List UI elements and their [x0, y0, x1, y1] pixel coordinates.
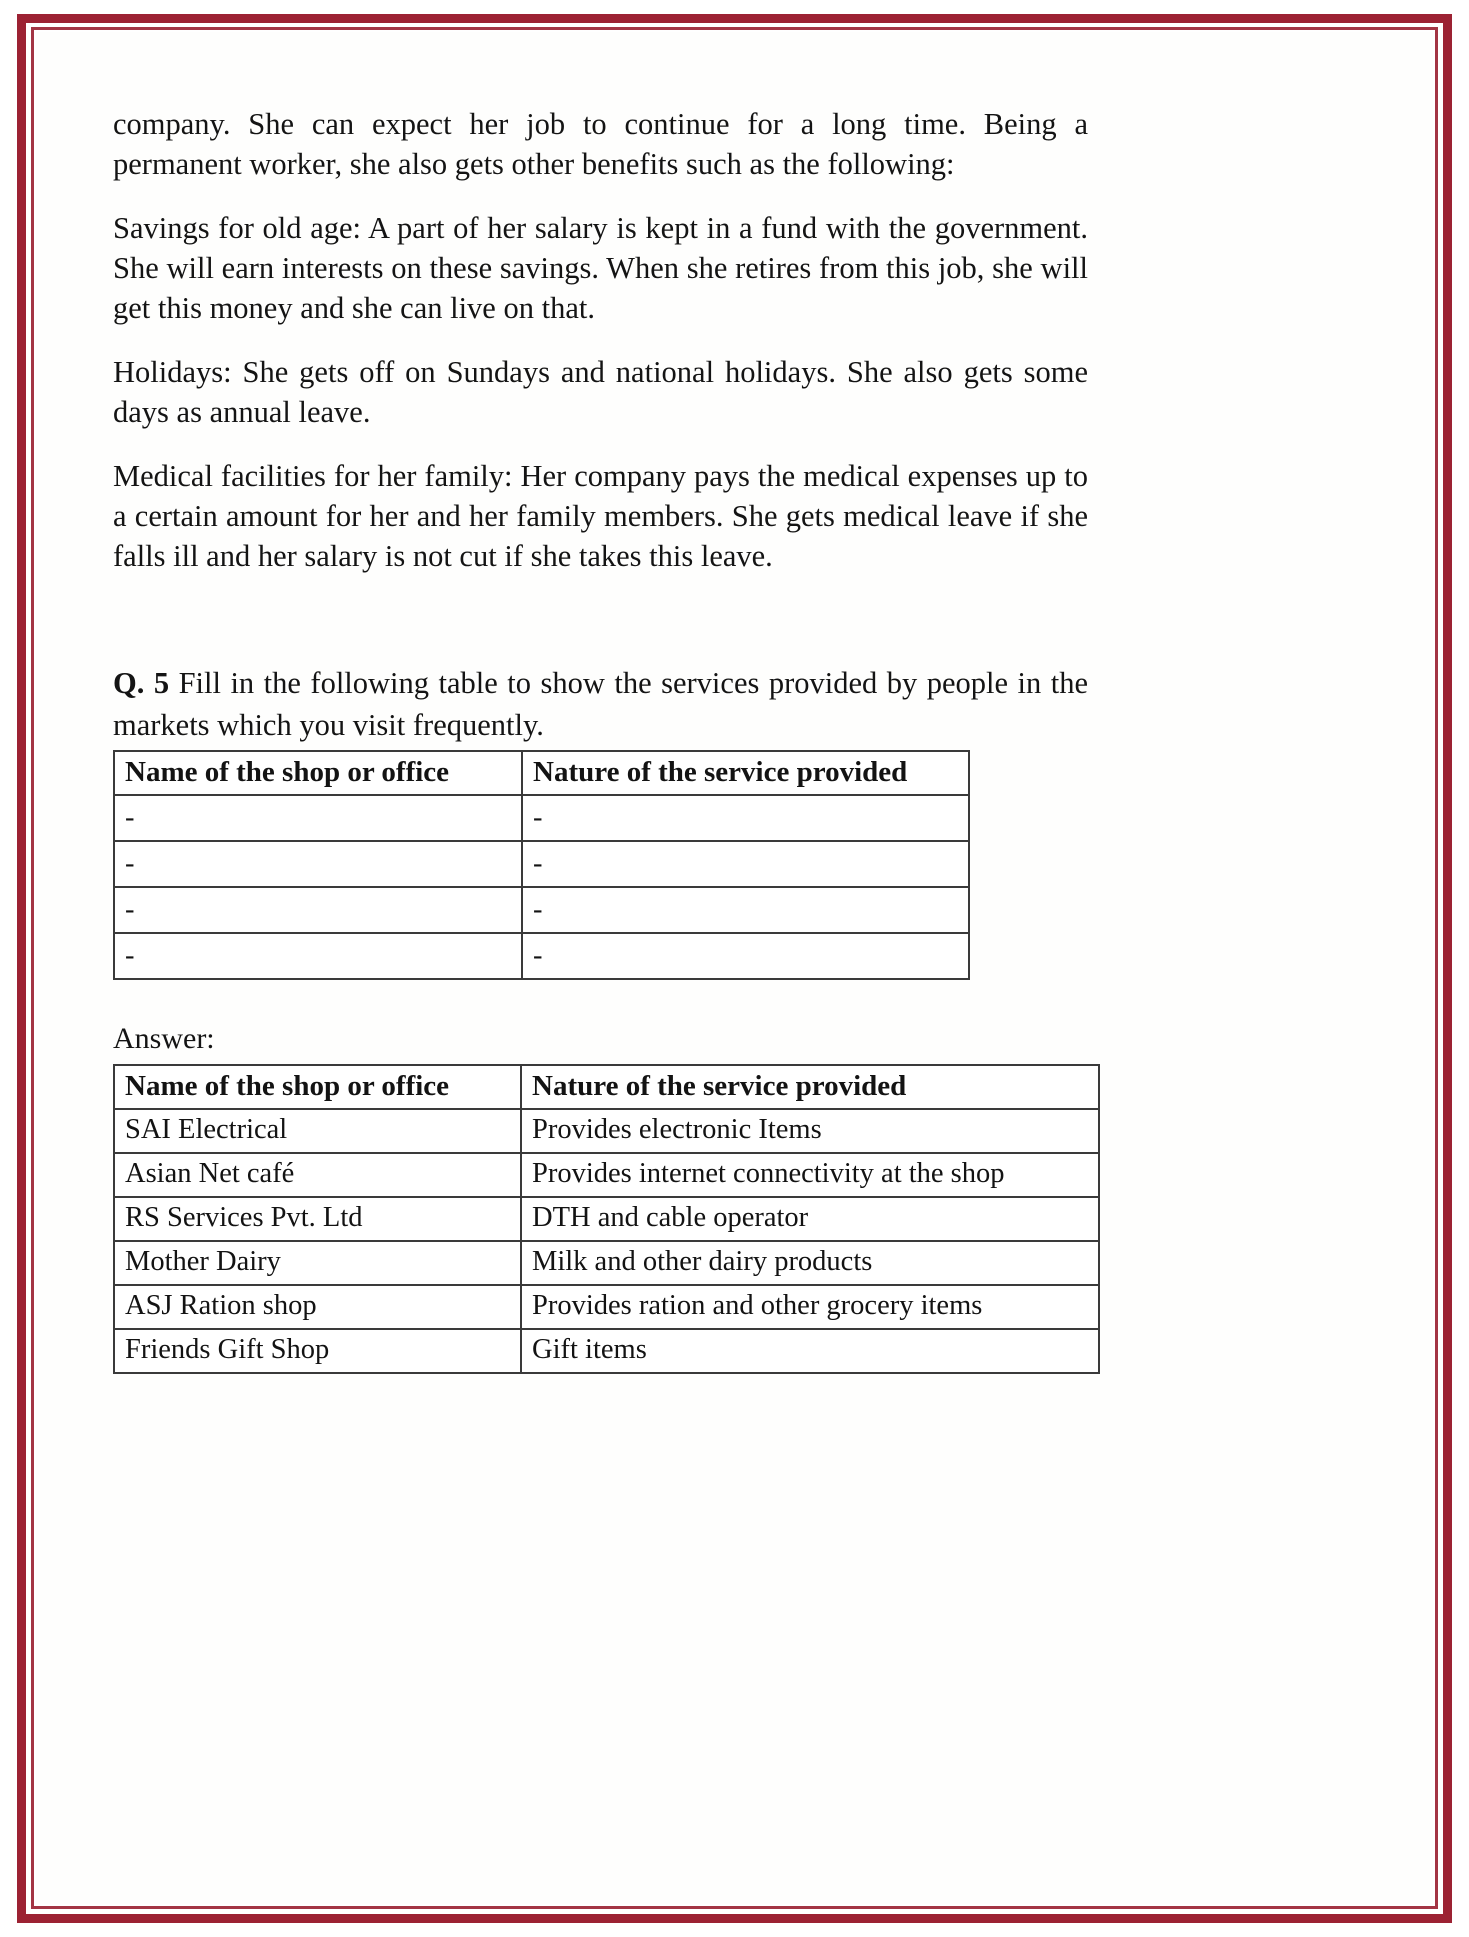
paragraph-medical: Medical facilities for her family: Her company pays the medical expenses up to a certain amount for her and her family members. She gets medical leave if she falls ill and her salary is not cut if she takes this leave.: [113, 459, 1088, 573]
table-row: [114, 841, 969, 887]
table-cell-service-nature: Provides ration and other grocery items: [521, 1285, 1099, 1329]
table-cell-service-nature: DTH and cable operator: [521, 1197, 1099, 1241]
question-text: Fill in the following table to show the services provided by people in the markets which you visit frequently.: [113, 666, 1088, 742]
table-cell-shop-name: Asian Net café: [114, 1153, 521, 1197]
column-header-shop-name: Name of the shop or office: [114, 1065, 521, 1109]
table-row: [114, 1153, 1099, 1197]
answer-services-table: [113, 1064, 1100, 1374]
question-number: Q. 5: [113, 666, 170, 700]
table-cell-service-nature[interactable]: -: [522, 887, 969, 933]
table-cell-shop-name: RS Services Pvt. Ltd: [114, 1197, 521, 1241]
column-header-shop-name: Name of the shop or office: [114, 751, 522, 795]
answer-label: Answer:: [113, 1022, 215, 1055]
table-header-row: [114, 1065, 1099, 1109]
table-row: [114, 1329, 1099, 1373]
table-header-row: [114, 751, 969, 795]
document-content: [113, 104, 1088, 1374]
table-cell-shop-name[interactable]: -: [114, 933, 522, 979]
table-cell-shop-name[interactable]: -: [114, 795, 522, 841]
table-row: [114, 1285, 1099, 1329]
table-row: [114, 887, 969, 933]
table-cell-shop-name: Mother Dairy: [114, 1241, 521, 1285]
table-cell-service-nature: Provides electronic Items: [521, 1109, 1099, 1153]
blank-services-table: [113, 750, 970, 980]
question-5: [113, 662, 1088, 746]
paragraph-savings: Savings for old age: A part of her salary is kept in a fund with the government. She will earn interests on these savings. When she retires from this job, she will get this money and she can live on that.: [113, 211, 1088, 325]
table-row: [114, 795, 969, 841]
table-cell-service-nature[interactable]: -: [522, 933, 969, 979]
paragraph-holidays: Holidays: She gets off on Sundays and national holidays. She also gets some days as annual leave.: [113, 355, 1088, 429]
table-cell-service-nature[interactable]: -: [522, 841, 969, 887]
table-row: [114, 933, 969, 979]
table-row: [114, 1197, 1099, 1241]
table-cell-service-nature: Gift items: [521, 1329, 1099, 1373]
table-cell-shop-name: Friends Gift Shop: [114, 1329, 521, 1373]
table-cell-shop-name[interactable]: -: [114, 887, 522, 933]
table-cell-service-nature: Provides internet connectivity at the shop: [521, 1153, 1099, 1197]
table-row: [114, 1241, 1099, 1285]
column-header-service-nature: Nature of the service provided: [522, 751, 969, 795]
table-cell-shop-name[interactable]: -: [114, 841, 522, 887]
answer-spacer: [113, 980, 1088, 1020]
table-cell-shop-name: SAI Electrical: [114, 1109, 521, 1153]
table-cell-service-nature: Milk and other dairy products: [521, 1241, 1099, 1285]
table-row: [114, 1109, 1099, 1153]
column-header-service-nature: Nature of the service provided: [521, 1065, 1099, 1109]
paragraph-continuation: company. She can expect her job to continue for a long time. Being a permanent worker, she also gets other benefits such as the following:: [113, 107, 1088, 181]
table-cell-service-nature[interactable]: -: [522, 795, 969, 841]
table-cell-shop-name: ASJ Ration shop: [114, 1285, 521, 1329]
section-spacer: [113, 600, 1088, 662]
